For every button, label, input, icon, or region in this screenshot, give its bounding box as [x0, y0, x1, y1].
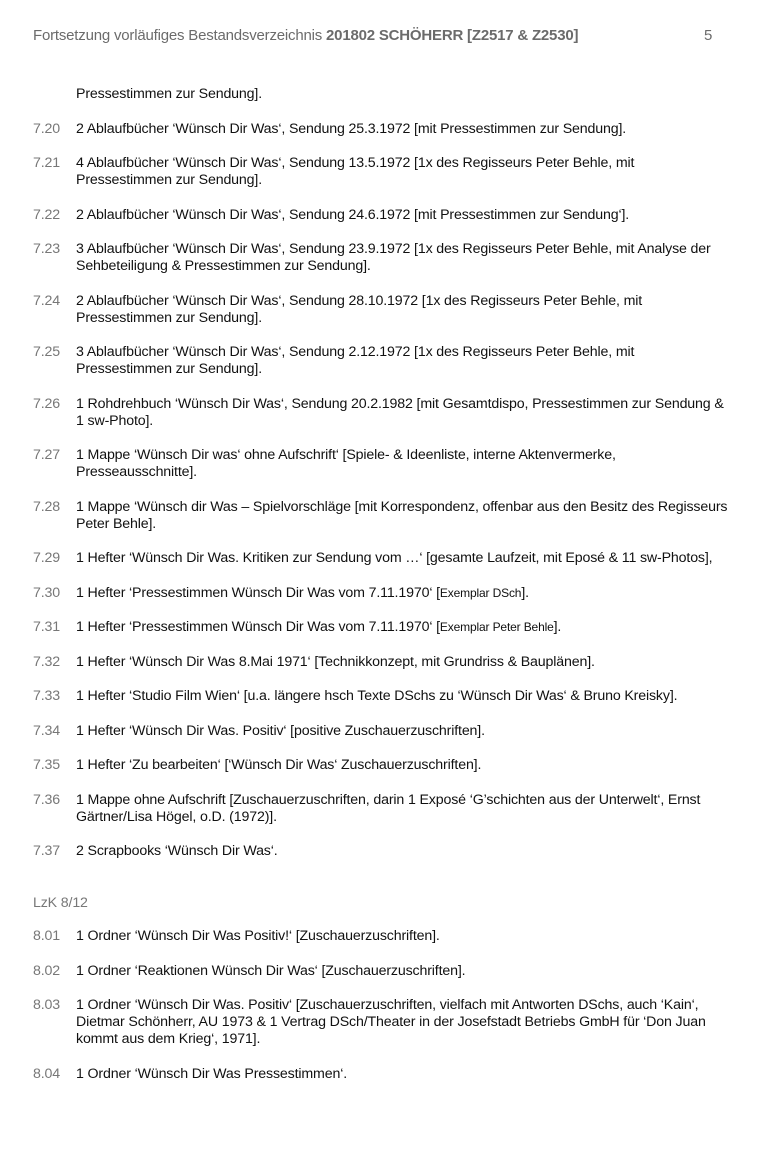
entry-description — [76, 723, 733, 740]
entry-number: 7.27 — [33, 447, 61, 463]
inventory-entry — [33, 843, 733, 860]
entry-text: 3 Ablaufbücher ‘Wünsch Dir Was‘, Sendung 23.9.1972 [1x des Regisseurs Peter Behle, mit Analyse der Sehbeteiligung & Pressestimmen zur Sendung]. — [76, 241, 711, 274]
entry-number: 7.32 — [33, 653, 61, 670]
entry-number: 7.25 — [33, 344, 61, 360]
inventory-entry — [33, 293, 733, 327]
entry-number: 8.03 — [33, 997, 61, 1013]
inventory-entry — [33, 963, 733, 980]
page-number: 5 — [704, 27, 713, 44]
entry-number: 7.29 — [33, 550, 61, 566]
entry-text: 1 Hefter ‘Wünsch Dir Was. Positiv‘ [positive Zuschauerzuschriften]. — [76, 722, 485, 739]
inventory-entry — [33, 207, 733, 224]
entry-text: 1 Mappe ohne Aufschrift [Zuschauerzuschriften, darin 1 Exposé ‘G’schichten aus der Unterwelt‘, Ernst Gärtner/Lisa Högel, o.D. (1972)]. — [76, 791, 701, 825]
inventory-entry — [33, 688, 733, 705]
inventory-entry — [33, 344, 733, 378]
continued-text: Pressestimmen zur Sendung]. — [76, 86, 262, 102]
section-label: LzK 8/12 — [33, 895, 88, 911]
entry-text: 1 Ordner ‘Reaktionen Wünsch Dir Was‘ [Zuschauerzuschriften]. — [76, 962, 466, 979]
entry-number: 7.34 — [33, 722, 61, 739]
entry-text: 1 Mappe ‘Wünsch Dir was‘ ohne Aufschrift‘ [Spiele- & Ideenliste, interne Aktenvermerke, Presseausschnitte]. — [76, 447, 616, 480]
entry-description — [76, 688, 733, 705]
entry-text: 1 Hefter ‘Wünsch Dir Was. Kritiken zur Sendung vom …‘ [gesamte Laufzeit, mit Eposé & 11 sw-Photos], — [76, 550, 713, 566]
entry-description — [76, 997, 733, 1048]
entry-note: Exemplar DSch — [439, 585, 522, 600]
entry-tail: ]. — [521, 584, 529, 601]
inventory-entry — [33, 654, 733, 671]
entry-description — [76, 155, 733, 189]
entry-description — [76, 757, 733, 774]
entry-description — [76, 843, 733, 860]
inventory-entry — [33, 928, 733, 945]
header-collection-id: 201802 SCHÖHERR [Z2517 & Z2530] — [326, 27, 579, 44]
page-header — [33, 27, 716, 44]
entry-number: 7.36 — [33, 791, 61, 808]
entry-text: 1 Hefter ‘Pressestimmen Wünsch Dir Was vom 7.11.1970‘ [ — [76, 619, 440, 635]
entry-description — [76, 619, 733, 636]
entry-number: 7.24 — [33, 292, 61, 309]
inventory-entry — [33, 447, 733, 481]
entry-text: 3 Ablaufbücher ‘Wünsch Dir Was‘, Sendung 2.12.1972 [1x des Regisseurs Peter Behle, mit Pressestimmen zur Sendung]. — [76, 344, 635, 377]
entry-number: 7.28 — [33, 498, 61, 515]
entry-text: 2 Scrapbooks ‘Wünsch Dir Was‘. — [76, 843, 278, 859]
entry-description — [76, 654, 733, 671]
inventory-entry — [33, 792, 733, 826]
entry-description — [76, 241, 733, 275]
inventory-entry — [33, 155, 733, 189]
entry-text: 1 Hefter ‘Wünsch Dir Was 8.Mai 1971‘ [Technikkonzept, mit Grundriss & Bauplänen]. — [76, 653, 595, 670]
entry-text: 4 Ablaufbücher ‘Wünsch Dir Was‘, Sendung 13.5.1972 [1x des Regisseurs Peter Behle, mit Pressestimmen zur Sendung]. — [76, 155, 635, 188]
entry-tail: ]. — [553, 619, 562, 635]
entry-text: 1 Ordner ‘Wünsch Dir Was Pressestimmen‘. — [76, 1065, 347, 1082]
inventory-entry — [33, 585, 733, 602]
entry-number: 7.20 — [33, 120, 61, 137]
entry-description — [76, 792, 733, 826]
header-title: Fortsetzung vorläufiges Bestandsverzeichnis — [33, 27, 327, 44]
inventory-entry — [33, 997, 733, 1048]
inventory-entry — [33, 550, 733, 567]
inventory-entry — [33, 241, 733, 275]
inventory-entry — [33, 757, 733, 774]
entry-text: 2 Ablaufbücher ‘Wünsch Dir Was‘, Sendung 28.10.1972 [1x des Regisseurs Peter Behle, mit Pressestimmen zur Sendung]. — [76, 292, 643, 326]
entry-text: 1 Ordner ‘Wünsch Dir Was. Positiv‘ [Zuschauerzuschriften, vielfach mit Antworten DSchs, auch ‘Kain‘, Dietmar Schönherr, AU 1973 & 1 Vertrag DSch/Theater in der Josefstadt Betriebs GmbH für ‘Don Juan kommt aus dem Krieg‘, 1971]. — [76, 997, 706, 1047]
entry-number: 7.33 — [33, 688, 61, 704]
entry-description — [76, 207, 733, 224]
entry-text: 2 Ablaufbücher ‘Wünsch Dir Was‘, Sendung 24.6.1972 [mit Pressestimmen zur Sendung‘]. — [76, 206, 630, 223]
entry-description — [76, 447, 733, 481]
entry-text: 1 Mappe ‘Wünsch dir Was – Spielvorschläge [mit Korrespondenz, offenbar aus den Besitz des Regisseurs Peter Behle]. — [76, 498, 728, 532]
inventory-entry — [33, 396, 733, 430]
entry-description — [76, 121, 733, 138]
entry-number: 7.22 — [33, 206, 61, 223]
entry-number: 7.21 — [33, 155, 61, 171]
inventory-entry — [33, 499, 733, 533]
entry-text: 1 Hefter ‘Zu bearbeiten‘ [‘Wünsch Dir Was‘ Zuschauerzuschriften]. — [76, 757, 482, 773]
entry-description — [76, 344, 733, 378]
inventory-entry — [33, 1066, 733, 1083]
entry-text: 2 Ablaufbücher ‘Wünsch Dir Was‘, Sendung 25.3.1972 [mit Pressestimmen zur Sendung]. — [76, 120, 627, 137]
entry-note: Exemplar Peter Behle — [439, 620, 554, 634]
entry-number: 7.30 — [33, 584, 61, 601]
entry-description — [76, 963, 733, 980]
entry-number: 8.02 — [33, 962, 61, 979]
entry-description — [76, 293, 733, 327]
inventory-entry — [33, 723, 733, 740]
entry-description — [76, 1066, 733, 1083]
entry-number: 7.31 — [33, 619, 61, 635]
entry-number: 7.23 — [33, 241, 61, 257]
entry-number: 8.04 — [33, 1065, 61, 1082]
inventory-entry — [33, 121, 733, 138]
entry-text: 1 Ordner ‘Wünsch Dir Was Positiv!‘ [Zuschauerzuschriften]. — [76, 928, 440, 944]
entry-text: 1 Rohdrehbuch ‘Wünsch Dir Was‘, Sendung 20.2.1982 [mit Gesamtdispo, Pressestimmen zur Sendung & 1 sw-Photo]. — [76, 395, 724, 429]
entry-number: 7.37 — [33, 843, 61, 859]
entry-number: 7.26 — [33, 395, 61, 412]
entry-text: 1 Hefter ‘Pressestimmen Wünsch Dir Was vom 7.11.1970‘ [ — [76, 584, 440, 601]
entry-description — [76, 550, 733, 567]
entry-description — [76, 499, 733, 533]
entry-description — [76, 585, 733, 602]
entry-number: 7.35 — [33, 757, 61, 773]
inventory-entry — [33, 619, 733, 636]
entry-number: 8.01 — [33, 928, 61, 944]
entry-description — [76, 928, 733, 945]
entry-description — [76, 396, 733, 430]
inventory-list — [33, 86, 733, 1100]
entry-text: 1 Hefter ‘Studio Film Wien‘ [u.a. längere hsch Texte DSchs zu ‘Wünsch Dir Was‘ & Bruno Kreisky]. — [76, 688, 678, 704]
